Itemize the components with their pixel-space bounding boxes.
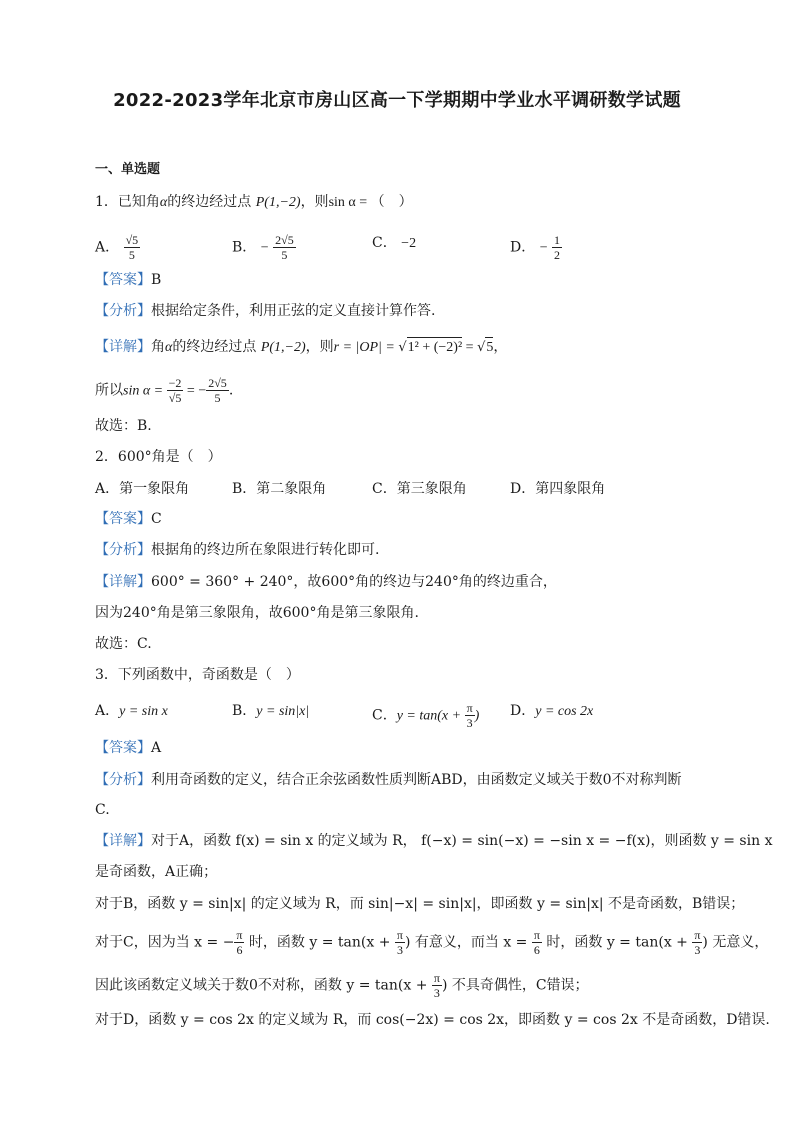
alpha-symbol: α	[165, 340, 173, 355]
question-1-stem	[95, 192, 413, 213]
detail-text: 对于C，因为当 x = −	[95, 934, 235, 951]
fraction	[206, 376, 229, 405]
denominator: 3	[433, 986, 440, 1000]
q1-option-a	[95, 233, 140, 262]
numerator: −2	[168, 376, 182, 390]
q2-option-b: B．第二象限角	[232, 481, 327, 497]
detail-text: 的终边经过点	[172, 339, 257, 355]
denominator: 3	[466, 716, 473, 730]
q1-option-b	[232, 233, 296, 262]
fraction	[552, 233, 562, 262]
section-heading: 一、单选题	[95, 162, 161, 177]
q2-answer	[95, 509, 162, 529]
analysis-text: 根据角的终边所在象限进行转化即可.	[151, 542, 380, 558]
detail-text: 对于A，函数 f(x) = sin x 的定义域为 R， f(−x) = sin(−x) = −sin x = −f(x)，则函数 y = sin x	[151, 833, 773, 849]
q1-point: P(1,−2)	[255, 195, 301, 210]
q3-analysis	[95, 770, 682, 790]
sqrt-symbol: √	[477, 340, 486, 355]
alpha-symbol: α	[159, 195, 168, 210]
question-2-stem: 2．600°角是（ ）	[95, 449, 222, 465]
option-formula: y = cos 2x	[535, 704, 594, 719]
q1-stem-text: sin α = （ ）	[328, 195, 413, 210]
option-formula: y = sin|x|	[256, 704, 310, 719]
fraction	[124, 233, 141, 262]
answer-tag: 【答案】	[95, 511, 151, 527]
fraction	[395, 928, 405, 957]
detail-text: 时，函数 y = tan(x +	[541, 934, 693, 951]
q1-stem-text: ，则	[300, 194, 329, 210]
denominator: 6	[236, 943, 243, 957]
option-formula: )	[474, 708, 480, 724]
option-label: D．	[510, 239, 536, 256]
answer-tag: 【答案】	[95, 740, 151, 756]
detail-text: ) 不具奇偶性，C错误；	[441, 977, 589, 994]
q3-option-b	[232, 701, 309, 722]
denominator: √5	[168, 391, 182, 405]
detail-text: ) 无意义，	[702, 934, 769, 951]
detail-text: 所以	[95, 382, 123, 399]
minus-sign: −	[539, 240, 548, 256]
fraction	[234, 928, 244, 957]
sqrt-symbol: √	[398, 340, 407, 355]
numerator: π	[466, 701, 473, 715]
denominator: 3	[396, 943, 403, 957]
q1-option-d	[510, 233, 562, 262]
radicand: 5	[485, 337, 493, 358]
answer-value: B	[151, 272, 162, 288]
page-title: 2022-2023学年北京市房山区高一下学期期中学业水平调研数学试题	[113, 90, 681, 111]
analysis-text: 根据给定条件，利用正弦的定义直接计算作答.	[151, 303, 436, 319]
numerator: π	[236, 928, 243, 942]
option-label: A．	[95, 703, 120, 719]
question-3-stem: 3．下列函数中，奇函数是（ ）	[95, 667, 300, 683]
detail-tag: 【详解】	[95, 574, 151, 590]
minus-sign: −	[260, 240, 269, 256]
denominator: 2	[554, 248, 561, 262]
option-label: C．	[372, 235, 397, 251]
q3-detail-line5	[95, 971, 589, 1000]
analysis-tag: 【分析】	[95, 542, 151, 558]
q1-detail-line2	[95, 376, 233, 405]
q1-analysis	[95, 301, 435, 321]
answer-value: A	[151, 740, 162, 756]
numerator: π	[533, 928, 540, 942]
denominator: 5	[128, 248, 135, 262]
q3-detail-line6: 对于D，函数 y = cos 2x 的定义域为 R，而 cos(−2x) = cos 2x，即函数 y = cos 2x 不是奇函数，D错误.	[95, 1012, 770, 1028]
denominator: 5	[214, 391, 221, 405]
numerator: 2√5	[275, 233, 294, 247]
fraction	[692, 928, 702, 957]
equals: =	[462, 340, 478, 355]
fraction	[167, 376, 184, 405]
q3-option-d	[510, 701, 593, 722]
q1-option-c	[372, 233, 416, 254]
q2-option-c: C．第三象限角	[372, 481, 467, 497]
option-label: B．	[232, 703, 257, 719]
q1-answer	[95, 270, 161, 290]
option-formula: y = tan(x +	[396, 708, 465, 724]
detail-text: .	[228, 382, 234, 399]
detail-formula: r = |OP| =	[333, 340, 399, 355]
denominator: 6	[533, 943, 540, 957]
option-label: C．	[372, 707, 397, 724]
option-value: −2	[401, 236, 417, 251]
detail-text: 600° = 360° + 240°，故600°角的终边与240°角的终边重合，	[151, 574, 557, 590]
denominator: 3	[694, 943, 701, 957]
fraction	[432, 971, 442, 1000]
numerator: π	[694, 928, 701, 942]
q3-option-a	[95, 701, 168, 722]
detail-text: 角	[151, 339, 165, 355]
q3-detail	[95, 831, 772, 851]
detail-text: 因此该函数定义域关于数0不对称，函数 y = tan(x +	[95, 977, 432, 994]
q2-detail-line2: 因为240°角是第三象限角，故600°角是第三象限角.	[95, 605, 419, 621]
q2-detail	[95, 572, 557, 592]
q3-detail-line4	[95, 928, 768, 957]
q2-option-a: A．第一象限角	[95, 481, 190, 497]
detail-text: ，则	[305, 339, 334, 355]
analysis-text: 利用奇函数的定义，结合正余弦函数性质判断ABD，由函数定义域关于数0不对称判断	[151, 772, 682, 788]
detail-text: ) 有意义，而当 x =	[404, 934, 532, 951]
option-label: D．	[510, 703, 536, 719]
q3-analysis-line2: C.	[95, 802, 110, 818]
q3-answer	[95, 738, 161, 758]
option-label: A．	[95, 239, 120, 256]
q1-stem-text: 的终边经过点	[167, 194, 252, 210]
radicand: 1² + (−2)²	[407, 337, 463, 358]
q2-choose: 故选：C.	[95, 636, 152, 652]
numerator: 1	[554, 233, 561, 247]
fraction	[532, 928, 542, 957]
detail-text: ，	[493, 339, 508, 355]
detail-tag: 【详解】	[95, 339, 151, 355]
answer-tag: 【答案】	[95, 272, 151, 288]
answer-value: C	[151, 511, 162, 527]
q1-stem-text: 1．已知角	[95, 194, 160, 210]
fraction	[465, 701, 475, 730]
numerator: π	[396, 928, 403, 942]
q3-detail-line2: 是奇函数，A正确；	[95, 864, 218, 880]
detail-formula: sin α =	[123, 383, 167, 399]
analysis-tag: 【分析】	[95, 303, 151, 319]
option-label: B．	[232, 239, 257, 256]
numerator: π	[433, 971, 440, 985]
fraction	[273, 233, 296, 262]
detail-tag: 【详解】	[95, 833, 151, 849]
detail-formula: = −	[183, 383, 207, 399]
q1-choose: 故选：B.	[95, 418, 152, 434]
q2-analysis	[95, 540, 379, 560]
q1-detail	[95, 337, 507, 358]
numerator: √5	[125, 233, 139, 247]
q3-detail-line3: 对于B，函数 y = sin|x| 的定义域为 R，而 sin|−x| = sin|x|，即函数 y = sin|x| 不是奇函数，B错误；	[95, 896, 745, 912]
q2-option-d: D．第四象限角	[510, 481, 606, 497]
q3-option-c	[372, 701, 479, 730]
detail-text: 时，函数 y = tan(x +	[244, 934, 395, 951]
detail-point: P(1,−2)	[260, 340, 306, 355]
denominator: 5	[281, 248, 288, 262]
option-formula: y = sin x	[119, 704, 168, 719]
analysis-tag: 【分析】	[95, 772, 151, 788]
numerator: 2√5	[208, 376, 227, 390]
